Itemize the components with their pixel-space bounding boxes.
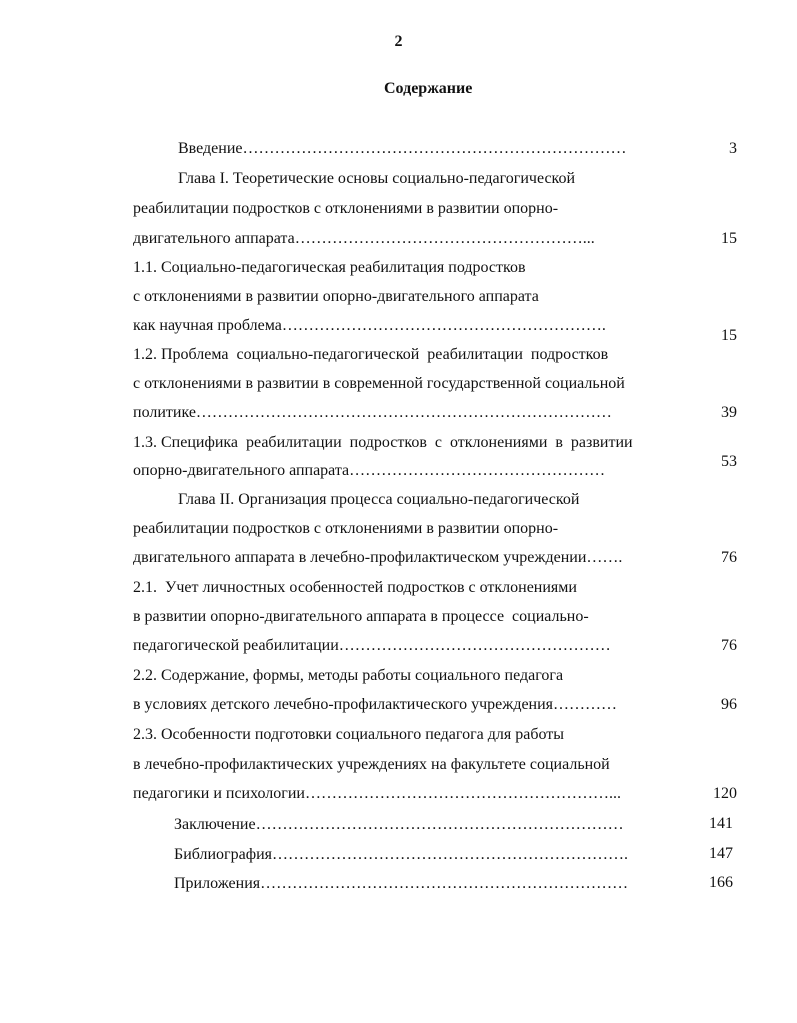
toc-entry-text: Заключение…………………………………………………………… [174, 816, 624, 833]
toc-entry-text: педагогической реабилитации…………………………………………… [133, 637, 611, 654]
toc-entry-text: Глава II. Организация процесса социально-педагогической [178, 491, 580, 508]
toc-entry-text: Приложения…………………………………………………………… [174, 875, 629, 892]
toc-entry-text: 1.2. Проблема социально-педагогической реабилитации подростков [133, 346, 609, 363]
toc-entry-page: 166 [709, 874, 733, 891]
toc-entry-page: 15 [721, 327, 737, 344]
toc-entry-text: 1.3. Специфика реабилитации подростков с отклонениями в развитии [133, 434, 633, 451]
toc-entry-page: 53 [721, 453, 737, 470]
toc-entry-text: с отклонениями в развитии в современной государственной социальной [133, 375, 625, 392]
toc-entry-page: 120 [713, 785, 737, 802]
toc-entry-page: 3 [729, 140, 737, 157]
toc-entry-text: 2.2. Содержание, формы, методы работы социального педагога [133, 667, 564, 684]
toc-entry-text: как научная проблема……………………………………………………. [133, 317, 606, 334]
toc-entry-text: опорно-двигательного аппарата………………………………………… [133, 462, 606, 479]
toc-entry-text: двигательного аппарата………………………………………………... [133, 230, 595, 247]
toc-entry-text: реабилитации подростков с отклонениями в развитии опорно- [133, 520, 559, 537]
toc-entry-page: 76 [721, 637, 737, 654]
toc-entry-text: Глава I. Теоретические основы социально-педагогической [178, 170, 576, 187]
toc-entry-page: 96 [721, 696, 737, 713]
toc-entry-text: реабилитации подростков с отклонениями в развитии опорно- [133, 200, 559, 217]
toc-entry-page: 39 [721, 404, 737, 421]
toc-entry-text: педагогики и психологии…………………………………………………... [133, 785, 621, 802]
toc-entry-text: с отклонениями в развитии опорно-двигательного аппарата [133, 288, 539, 305]
toc-entry-text: политике…………………………………………………………………… [133, 404, 612, 421]
toc-entry-page: 76 [721, 549, 737, 566]
toc-entry-page: 141 [709, 815, 733, 832]
toc-entry-text: в условиях детского лечебно-профилактического учреждения………… [133, 696, 618, 713]
toc-entry-text: в лечебно-профилактических учреждениях на факультете социальной [133, 756, 610, 773]
toc-entry-text: двигательного аппарата в лечебно-профилактическом учреждении……. [133, 549, 623, 566]
page-title: Содержание [384, 80, 473, 97]
page-number: 2 [394, 33, 403, 50]
toc-entry-text: 2.1. Учет личностных особенностей подростков с отклонениями [133, 579, 577, 596]
toc-entry-page: 147 [709, 845, 733, 862]
toc-entry-page: 15 [721, 230, 737, 247]
toc-entry-text: Библиография…………………………………………………………. [174, 846, 628, 863]
toc-entry-text: 2.3. Особенности подготовки социального педагога для работы [133, 726, 564, 743]
toc-entry-text: Введение……………………………………………………………… [178, 140, 627, 157]
toc-entry-text: в развитии опорно-двигательного аппарата в процессе социально- [133, 608, 589, 625]
toc-entry-text: 1.1. Социально-педагогическая реабилитация подростков [133, 259, 526, 276]
